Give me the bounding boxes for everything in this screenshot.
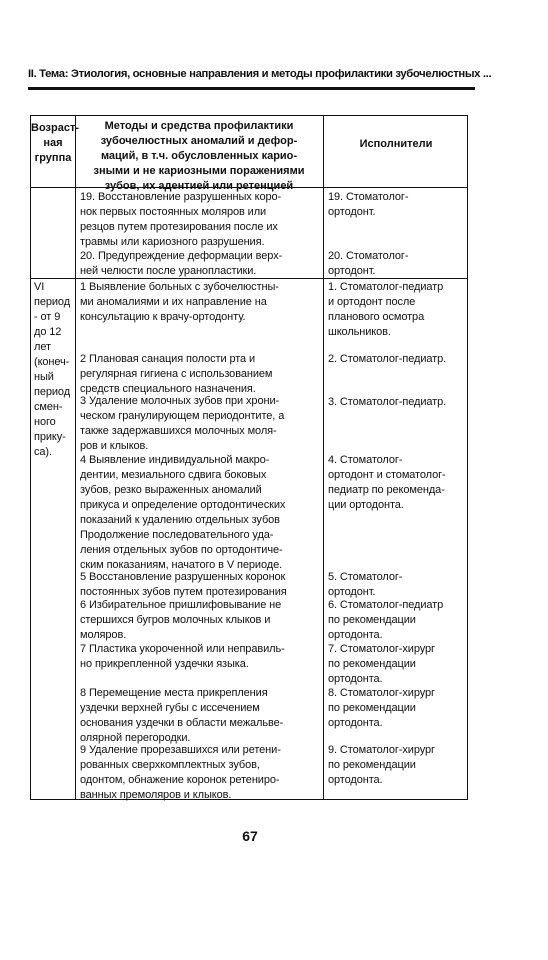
executor-item: 5. Стоматолог- ортодонт. [328,571,403,598]
method-item: 5 Восстановление разрушенных коронок постоянных зубов путем протезирования [80,571,287,598]
column-divider [323,116,324,799]
executor-item: 3. Стоматолог-педиатр. [328,396,447,408]
executor-item: 4. Стоматолог- ортодонт и стоматолог- педиатр по рекоменда- ции ортодонта. [328,454,446,511]
executor-item: 19. Стоматолог- ортодонт. [328,191,409,218]
method-item: 6 Избирательное пришлифовывание не стершихся бугров молочных клыков и моляров. [80,599,282,641]
method-item: 3 Удаление молочных зубов при хрони- ческом гранулирующем периодонтите, а также задержавшихся молочных моля- ров и клыков. [80,395,285,452]
executor-item: 1. Стоматолог-педиатр и ортодонт после планового осмотра школьников. [328,281,444,338]
method-item: 19. Восстановление разрушенных коро- нок первых постоянных моляров или резцов путем протезирования после их травмы или кариозного разрушения. [80,191,282,248]
method-item: 1 Выявление больных с зубочелюстны- ми аномалиями и их направление на консультацию к врачу-ортодонту. [80,281,279,323]
method-item: 20. Предупреждение деформации верх- ней челюсти после уранопластики. [80,250,283,277]
prophylaxis-table [30,115,468,800]
method-item: 4 Выявление индивидуальной макро- дентии, мезиального сдвига боковых зубов, резко выраженных аномалий прикуса и определение ортодонтических показаний к удалению отдельных зубов Продолжение последовательного уда- ления отдельных зубов по ортодонтиче- ским показаниям, начатого в V периоде. [80,454,286,571]
column-divider [75,116,76,799]
executor-item: 20. Стоматолог- ортодонт. [328,250,409,277]
method-item: 8 Перемещение места прикрепления уздечки верхней губы с иссечением основания уздечки в области межальве- олярной перегородки. [80,687,284,744]
executor-item: 2. Стоматолог-педиатр. [328,353,447,365]
header-rule [28,87,475,90]
executor-item: 9. Стоматолог-хирург по рекомендации ортодонта. [328,744,435,786]
executor-item: 8. Стоматолог-хирург по рекомендации ортодонта. [328,687,435,729]
page-number: 67 [242,828,258,844]
running-header: II. Тема: Этиология, основные направления и методы профилактики зубочелюстных ... [28,68,492,80]
column-header-age-group: Возраст- ная группа [31,122,79,164]
method-item: 2 Плановая санация полости рта и регулярная гигиена с использованием средств специального назначения. [80,353,273,395]
executor-item: 6. Стоматолог-педиатр по рекомендации ортодонта. [328,599,444,641]
column-header-methods: Методы и средства профилактики зубочелюстных аномалий и дефор- маций, в т.ч. обусловленных карио- зными и не кариозными поражениями зубов, их адентией или ретенцией [93,120,305,192]
method-item: 7 Пластика укороченной или неправиль- но прикрепленной уздечки языка. [80,643,285,670]
executor-item: 7. Стоматолог-хирург по рекомендации ортодонта. [328,643,435,685]
column-header-executors: Исполнители [359,138,433,150]
age-group-vi: VI период - от 9 до 12 лет (конеч- ный период смен- ного прику- са). [34,281,71,458]
method-item: 9 Удаление прорезавшихся или ретени- рованных сверхкомплектных зубов, одонтом, обнажение коронок ретениро- ванных премоляров и клыков. [80,744,281,801]
